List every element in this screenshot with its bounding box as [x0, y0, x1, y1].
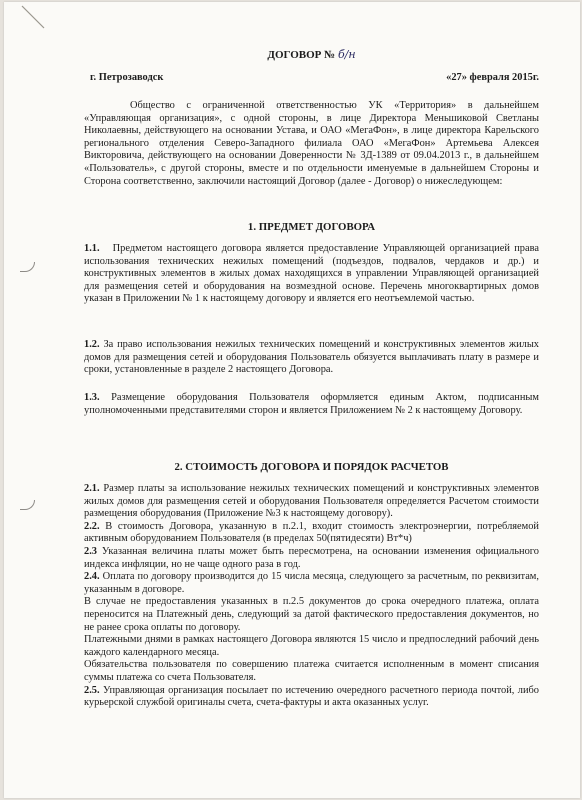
- contract-date: «27» февраля 2015г.: [446, 72, 539, 83]
- section-1-item: [84, 392, 539, 417]
- item-number: 1.2.: [84, 339, 100, 350]
- item-number: 2.3: [84, 545, 97, 557]
- section-1-item: [84, 339, 539, 377]
- section-2-item: [84, 685, 539, 710]
- item-text: В случае не предоставления указанных в п.2.5 документов до срока очередного платежа, оплата переносится на Платежный день, следующий за датой фактического предоставления документов, но не ранее срока оплаты по договору.: [84, 596, 539, 633]
- item-number: 2.4.: [84, 571, 100, 583]
- section-2-item: [84, 571, 539, 596]
- item-text: В стоимость Договора, указанную в п.2.1, входит стоимость электроэнергии, потребляемой активным оборудованием Пользователя (в пределах 50(пятидесяти) Вт*ч): [84, 520, 539, 545]
- punch-hole-mark: [20, 262, 35, 272]
- title-text: ДОГОВОР №: [267, 49, 336, 61]
- punch-hole-mark: [20, 500, 35, 510]
- section-2-paragraph: [84, 659, 539, 684]
- item-text: Предметом настоящего договора является предоставление Управляющей организацией права использования технических нежилых помещений (подъездов, подвалов, чердаков и др.) и конструктивных элементов в жилых домах находящихся в управлении Управляющей организацией для размещения сетей и оборудования на возмездной основе. Перечень многоквартирных домов указан в Приложении № 1 к настоящему договору и является его неотъемлемой частью.: [84, 243, 539, 305]
- preamble-paragraph: Общество с ограниченной ответственностью УК «Территория» в дальнейшем «Управляющая организация», с одной стороны, в лице Директора Меньшиковой Светланы Николаевны, действующего на основании Устава, и ОАО «МегаФон», в лице директора Карельского регионального отделения Северо-Западного филиала ОАО «МегаФон» Артемьева Алексея Викторовича, действующего на основании Доверенности № 3Д-1389 от 09.04.2013 г., в дальнейшем «Пользователь», с другой стороны, вместе и по отдельности именуемые в дальнейшем Стороны и Сторона соответственно, заключили настоящий Договор (далее - Договор) о нижеследующем:: [84, 100, 539, 187]
- section-2-item: [84, 521, 539, 546]
- item-text: Оплата по договору производится до 15 числа месяца, следующего за расчетным, по реквизитам, указанным в договоре.: [84, 571, 539, 595]
- section-1-heading: 1. ПРЕДМЕТ ДОГОВОРА: [247, 221, 376, 233]
- item-number: 1.3.: [84, 392, 100, 403]
- contract-title: [84, 49, 539, 62]
- section-1-item: [84, 243, 539, 306]
- item-text: За право использования нежилых технических помещений и конструктивных элементов жилых домов для размещения сетей и оборудования Пользователь обязуется выплачивать плату в размере и сроки, установленные в разделе 2 настоящего Договора.: [84, 339, 539, 376]
- item-number: 1.1.: [84, 243, 100, 254]
- section-2-item: [84, 546, 539, 571]
- item-number: 2.5.: [84, 684, 100, 696]
- item-number: 2.1.: [84, 483, 100, 494]
- section-2-item: [84, 483, 539, 521]
- section-2-items: [84, 483, 539, 710]
- item-number: 2.2.: [84, 520, 100, 532]
- section-2-paragraph: [84, 634, 539, 659]
- document-page: [4, 2, 580, 798]
- item-text: Платежными днями в рамках настоящего Договора являются 15 число и предпоследний рабочий день каждого календарного месяца.: [84, 634, 539, 658]
- handwritten-number: б/н: [337, 48, 356, 61]
- item-text: Управляющая организация посылает по истечению очередного расчетного периода почтой, либо курьерской службой оригиналы счета, счета-фактуры и акта оказанных услуг.: [84, 684, 539, 709]
- city-label: г. Петрозаводск: [90, 72, 164, 83]
- item-text: Обязательства пользователя по совершению платежа считается исполненным в момент списания суммы платежа со счета Пользователя.: [84, 659, 539, 683]
- section-2-heading: 2. СТОИМОСТЬ ДОГОВОРА И ПОРЯДОК РАСЧЕТОВ: [174, 461, 449, 473]
- section-2-paragraph: [84, 596, 539, 634]
- item-text: Размер платы за использование нежилых технических помещений и конструктивных элементов жилых домов для размещения сетей и оборудования Пользователя определяется Расчетом стоимости размещения оборудования (Приложение №3 к настоящему договору).: [84, 483, 539, 520]
- item-text: Указанная величина платы может быть пересмотрена, на основании изменения официального индекса инфляции, но не чаще одного раза в год.: [84, 545, 539, 570]
- item-text: Размещение оборудования Пользователя оформляется единым Актом, подписанным уполномоченными представителями сторон и является Приложением № 2 к настоящему Договору.: [84, 392, 539, 416]
- paper-fold-mark: [20, 4, 46, 30]
